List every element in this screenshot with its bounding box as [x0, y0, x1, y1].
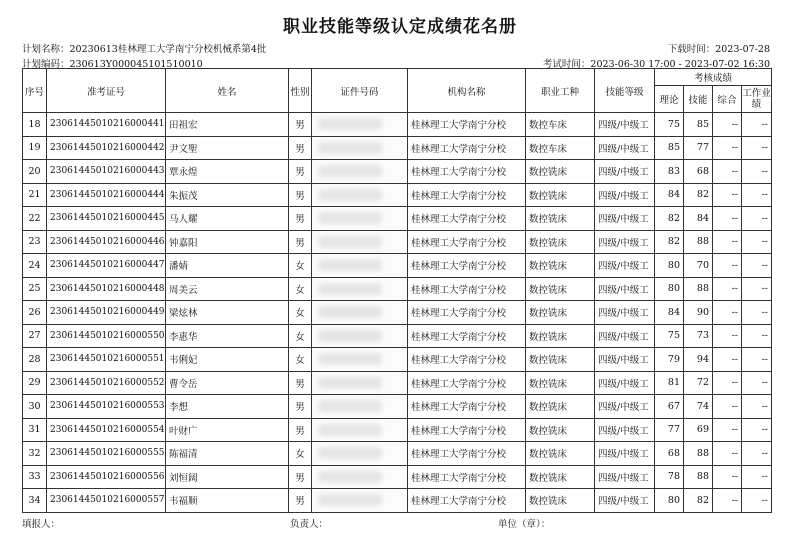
- cell-theory: 80: [655, 254, 684, 278]
- cell-org: 桂林理工大学南宁分校: [408, 324, 526, 348]
- cell-name: 叶财广: [166, 418, 289, 442]
- cell-org: 桂林理工大学南宁分校: [408, 371, 526, 395]
- cell-org: 桂林理工大学南宁分校: [408, 113, 526, 137]
- plan-name: 计划名称：20230613桂林理工大学南宁分校机械系第4批: [22, 44, 267, 55]
- redacted-id-cell: [312, 136, 408, 160]
- cell-overall: --: [713, 160, 742, 184]
- redaction-blur: [318, 236, 382, 248]
- cell-overall: --: [713, 324, 742, 348]
- redaction-blur: [318, 142, 382, 154]
- cell-level: 四级/中级工: [595, 136, 655, 160]
- cell-skill: 94: [684, 348, 713, 372]
- cell-name: 马人耀: [166, 207, 289, 231]
- cell-name: 刘恒阔: [166, 465, 289, 489]
- cell-name: 李想: [166, 395, 289, 419]
- col-gender: 性别: [289, 69, 312, 113]
- cell-level: 四级/中级工: [595, 348, 655, 372]
- cell-skill: 73: [684, 324, 713, 348]
- cell-theory: 78: [655, 465, 684, 489]
- cell-seq: 21: [23, 183, 47, 207]
- redaction-blur: [318, 283, 382, 295]
- redacted-id-cell: [312, 371, 408, 395]
- cell-level: 四级/中级工: [595, 395, 655, 419]
- cell-gender: 女: [289, 324, 312, 348]
- cell-exam-no: 23061445010216000552: [47, 371, 166, 395]
- cell-seq: 26: [23, 301, 47, 325]
- cell-overall: --: [713, 348, 742, 372]
- redacted-id-cell: [312, 324, 408, 348]
- cell-skill: 88: [684, 277, 713, 301]
- col-level: 技能等级: [595, 69, 655, 113]
- cell-overall: --: [713, 254, 742, 278]
- cell-org: 桂林理工大学南宁分校: [408, 348, 526, 372]
- cell-gender: 女: [289, 277, 312, 301]
- cell-theory: 75: [655, 113, 684, 137]
- cell-overall: --: [713, 418, 742, 442]
- redacted-id-cell: [312, 277, 408, 301]
- cell-job: 数控铣床: [526, 442, 595, 466]
- cell-job: 数控铣床: [526, 489, 595, 513]
- redaction-blur: [318, 118, 382, 130]
- redacted-id-cell: [312, 489, 408, 513]
- redaction-blur: [318, 306, 382, 318]
- redaction-blur: [318, 330, 382, 342]
- cell-exam-no: 23061445010216000555: [47, 442, 166, 466]
- cell-job: 数控铣床: [526, 395, 595, 419]
- cell-job: 数控铣床: [526, 183, 595, 207]
- cell-seq: 29: [23, 371, 47, 395]
- cell-skill: 69: [684, 418, 713, 442]
- cell-exam-no: 23061445010216000553: [47, 395, 166, 419]
- cell-work: --: [742, 301, 772, 325]
- cell-work: --: [742, 371, 772, 395]
- col-org: 机构名称: [408, 69, 526, 113]
- table-row: [23, 160, 772, 184]
- redaction-blur: [318, 377, 382, 389]
- cell-theory: 84: [655, 183, 684, 207]
- cell-skill: 70: [684, 254, 713, 278]
- cell-work: --: [742, 183, 772, 207]
- cell-seq: 20: [23, 160, 47, 184]
- cell-exam-no: 23061445010216000445: [47, 207, 166, 231]
- cell-theory: 82: [655, 230, 684, 254]
- table-row: [23, 207, 772, 231]
- table-row: [23, 442, 772, 466]
- cell-name: 周美云: [166, 277, 289, 301]
- cell-skill: 72: [684, 371, 713, 395]
- redacted-id-cell: [312, 160, 408, 184]
- cell-level: 四级/中级工: [595, 301, 655, 325]
- cell-overall: --: [713, 277, 742, 301]
- cell-exam-no: 23061445010216000449: [47, 301, 166, 325]
- cell-exam-no: 23061445010216000556: [47, 465, 166, 489]
- redacted-id-cell: [312, 230, 408, 254]
- cell-skill: 88: [684, 230, 713, 254]
- exam-time: 考试时间：2023-06-30 17:00 - 2023-07-02 16:30: [542, 59, 770, 70]
- cell-gender: 男: [289, 207, 312, 231]
- cell-exam-no: 23061445010216000447: [47, 254, 166, 278]
- cell-work: --: [742, 136, 772, 160]
- cell-exam-no: 23061445010216000550: [47, 324, 166, 348]
- cell-level: 四级/中级工: [595, 371, 655, 395]
- cell-skill: 82: [684, 489, 713, 513]
- cell-job: 数控铣床: [526, 160, 595, 184]
- cell-exam-no: 23061445010216000446: [47, 230, 166, 254]
- cell-work: --: [742, 395, 772, 419]
- cell-exam-no: 23061445010216000441: [47, 113, 166, 137]
- cell-work: --: [742, 207, 772, 231]
- cell-org: 桂林理工大学南宁分校: [408, 489, 526, 513]
- cell-work: --: [742, 230, 772, 254]
- cell-gender: 女: [289, 442, 312, 466]
- cell-seq: 23: [23, 230, 47, 254]
- score-table: [22, 68, 772, 513]
- cell-skill: 74: [684, 395, 713, 419]
- cell-theory: 81: [655, 371, 684, 395]
- cell-skill: 77: [684, 136, 713, 160]
- cell-job: 数控铣床: [526, 418, 595, 442]
- redaction-blur: [318, 212, 382, 224]
- redaction-blur: [318, 165, 382, 177]
- redaction-blur: [318, 424, 382, 436]
- cell-name: 尹文聖: [166, 136, 289, 160]
- table-row: [23, 230, 772, 254]
- cell-seq: 28: [23, 348, 47, 372]
- cell-exam-no: 23061445010216000557: [47, 489, 166, 513]
- redacted-id-cell: [312, 442, 408, 466]
- cell-overall: --: [713, 183, 742, 207]
- table-row: [23, 371, 772, 395]
- cell-gender: 男: [289, 160, 312, 184]
- cell-work: --: [742, 160, 772, 184]
- cell-name: 潘婧: [166, 254, 289, 278]
- footer-filler: 填报人：: [22, 519, 61, 530]
- cell-level: 四级/中级工: [595, 113, 655, 137]
- cell-work: --: [742, 418, 772, 442]
- table-row: [23, 136, 772, 160]
- redacted-id-cell: [312, 465, 408, 489]
- cell-name: 李惠华: [166, 324, 289, 348]
- table-row: [23, 113, 772, 137]
- cell-seq: 25: [23, 277, 47, 301]
- cell-org: 桂林理工大学南宁分校: [408, 465, 526, 489]
- table-row: [23, 277, 772, 301]
- cell-name: 覃永煌: [166, 160, 289, 184]
- col-job: 职业工种: [526, 69, 595, 113]
- cell-overall: --: [713, 489, 742, 513]
- cell-job: 数控铣床: [526, 324, 595, 348]
- cell-skill: 84: [684, 207, 713, 231]
- redaction-blur: [318, 189, 382, 201]
- cell-name: 韦俐妃: [166, 348, 289, 372]
- cell-skill: 88: [684, 465, 713, 489]
- cell-exam-no: 23061445010216000442: [47, 136, 166, 160]
- cell-job: 数控铣床: [526, 230, 595, 254]
- redacted-id-cell: [312, 418, 408, 442]
- cell-work: --: [742, 348, 772, 372]
- cell-exam-no: 23061445010216000443: [47, 160, 166, 184]
- redacted-id-cell: [312, 348, 408, 372]
- redaction-blur: [318, 259, 382, 271]
- cell-job: 数控铣床: [526, 465, 595, 489]
- plan-code: 计划编码：230613Y000045101510010: [22, 59, 203, 70]
- cell-name: 韦福顺: [166, 489, 289, 513]
- col-name: 姓名: [166, 69, 289, 113]
- cell-work: --: [742, 254, 772, 278]
- cell-gender: 女: [289, 301, 312, 325]
- col-id-no: 证件号码: [312, 69, 408, 113]
- download-time: 下载时间：2023-07-28: [667, 44, 770, 55]
- cell-seq: 24: [23, 254, 47, 278]
- cell-overall: --: [713, 230, 742, 254]
- cell-gender: 男: [289, 113, 312, 137]
- table-row: [23, 254, 772, 278]
- cell-exam-no: 23061445010216000551: [47, 348, 166, 372]
- cell-name: 梁炫林: [166, 301, 289, 325]
- redacted-id-cell: [312, 207, 408, 231]
- cell-job: 数控铣床: [526, 277, 595, 301]
- cell-gender: 男: [289, 489, 312, 513]
- cell-job: 数控铣床: [526, 207, 595, 231]
- cell-job: 数控车床: [526, 136, 595, 160]
- cell-gender: 男: [289, 418, 312, 442]
- table-row: [23, 489, 772, 513]
- table-row: [23, 301, 772, 325]
- cell-seq: 33: [23, 465, 47, 489]
- cell-name: 田祖宏: [166, 113, 289, 137]
- cell-theory: 85: [655, 136, 684, 160]
- cell-theory: 80: [655, 277, 684, 301]
- cell-overall: --: [713, 442, 742, 466]
- cell-name: 曹令岳: [166, 371, 289, 395]
- cell-exam-no: 23061445010216000444: [47, 183, 166, 207]
- col-exam-no: 准考证号: [47, 69, 166, 113]
- cell-org: 桂林理工大学南宁分校: [408, 230, 526, 254]
- cell-level: 四级/中级工: [595, 207, 655, 231]
- cell-seq: 32: [23, 442, 47, 466]
- cell-overall: --: [713, 113, 742, 137]
- cell-org: 桂林理工大学南宁分校: [408, 207, 526, 231]
- cell-theory: 83: [655, 160, 684, 184]
- table-row: [23, 395, 772, 419]
- cell-work: --: [742, 442, 772, 466]
- cell-seq: 27: [23, 324, 47, 348]
- cell-work: --: [742, 277, 772, 301]
- cell-name: 朱振茂: [166, 183, 289, 207]
- cell-exam-no: 23061445010216000448: [47, 277, 166, 301]
- cell-theory: 77: [655, 418, 684, 442]
- cell-skill: 85: [684, 113, 713, 137]
- cell-theory: 79: [655, 348, 684, 372]
- cell-theory: 84: [655, 301, 684, 325]
- cell-gender: 女: [289, 254, 312, 278]
- table-row: [23, 418, 772, 442]
- cell-job: 数控铣床: [526, 254, 595, 278]
- col-theory: 理论: [655, 86, 684, 113]
- cell-level: 四级/中级工: [595, 324, 655, 348]
- cell-work: --: [742, 489, 772, 513]
- cell-level: 四级/中级工: [595, 442, 655, 466]
- cell-seq: 30: [23, 395, 47, 419]
- cell-theory: 68: [655, 442, 684, 466]
- cell-theory: 80: [655, 489, 684, 513]
- col-seq: 序号: [23, 69, 47, 113]
- cell-org: 桂林理工大学南宁分校: [408, 277, 526, 301]
- redaction-blur: [318, 353, 382, 365]
- cell-level: 四级/中级工: [595, 183, 655, 207]
- cell-org: 桂林理工大学南宁分校: [408, 442, 526, 466]
- table-row: [23, 324, 772, 348]
- footer-unit: 单位（章）：: [498, 519, 551, 530]
- cell-work: --: [742, 465, 772, 489]
- cell-work: --: [742, 113, 772, 137]
- redaction-blur: [318, 471, 382, 483]
- redaction-blur: [318, 447, 382, 459]
- cell-exam-no: 23061445010216000554: [47, 418, 166, 442]
- cell-overall: --: [713, 207, 742, 231]
- cell-gender: 男: [289, 183, 312, 207]
- cell-overall: --: [713, 371, 742, 395]
- cell-level: 四级/中级工: [595, 254, 655, 278]
- cell-level: 四级/中级工: [595, 489, 655, 513]
- col-score-group: 考核成绩: [655, 69, 772, 86]
- cell-gender: 女: [289, 348, 312, 372]
- cell-overall: --: [713, 136, 742, 160]
- page-title: 职业技能等级认定成绩花名册: [283, 17, 517, 37]
- cell-skill: 90: [684, 301, 713, 325]
- cell-level: 四级/中级工: [595, 418, 655, 442]
- redacted-id-cell: [312, 395, 408, 419]
- cell-level: 四级/中级工: [595, 465, 655, 489]
- cell-work: --: [742, 324, 772, 348]
- footer-responsible: 负责人：: [290, 519, 329, 530]
- cell-job: 数控铣床: [526, 301, 595, 325]
- cell-skill: 82: [684, 183, 713, 207]
- cell-job: 数控铣床: [526, 371, 595, 395]
- col-overall: 综合: [713, 86, 742, 113]
- cell-gender: 男: [289, 371, 312, 395]
- cell-overall: --: [713, 301, 742, 325]
- cell-org: 桂林理工大学南宁分校: [408, 254, 526, 278]
- cell-seq: 18: [23, 113, 47, 137]
- cell-overall: --: [713, 395, 742, 419]
- cell-seq: 19: [23, 136, 47, 160]
- cell-job: 数控铣床: [526, 348, 595, 372]
- cell-skill: 68: [684, 160, 713, 184]
- table-row: [23, 348, 772, 372]
- cell-org: 桂林理工大学南宁分校: [408, 136, 526, 160]
- cell-name: 陈福清: [166, 442, 289, 466]
- cell-org: 桂林理工大学南宁分校: [408, 183, 526, 207]
- redaction-blur: [318, 400, 382, 412]
- cell-level: 四级/中级工: [595, 160, 655, 184]
- redacted-id-cell: [312, 254, 408, 278]
- redaction-blur: [318, 494, 382, 506]
- redacted-id-cell: [312, 183, 408, 207]
- cell-seq: 22: [23, 207, 47, 231]
- cell-gender: 男: [289, 230, 312, 254]
- cell-theory: 75: [655, 324, 684, 348]
- table-row: [23, 183, 772, 207]
- cell-org: 桂林理工大学南宁分校: [408, 301, 526, 325]
- table-row: [23, 465, 772, 489]
- redacted-id-cell: [312, 301, 408, 325]
- cell-org: 桂林理工大学南宁分校: [408, 395, 526, 419]
- cell-name: 钟嘉阳: [166, 230, 289, 254]
- redacted-id-cell: [312, 113, 408, 137]
- cell-level: 四级/中级工: [595, 230, 655, 254]
- cell-overall: --: [713, 465, 742, 489]
- cell-seq: 34: [23, 489, 47, 513]
- cell-seq: 31: [23, 418, 47, 442]
- cell-level: 四级/中级工: [595, 277, 655, 301]
- cell-org: 桂林理工大学南宁分校: [408, 418, 526, 442]
- cell-skill: 88: [684, 442, 713, 466]
- cell-gender: 男: [289, 395, 312, 419]
- col-work: 工作业绩: [742, 86, 772, 113]
- cell-gender: 男: [289, 465, 312, 489]
- col-skill: 技能: [684, 86, 713, 113]
- cell-job: 数控车床: [526, 113, 595, 137]
- cell-org: 桂林理工大学南宁分校: [408, 160, 526, 184]
- cell-theory: 67: [655, 395, 684, 419]
- cell-gender: 男: [289, 136, 312, 160]
- cell-theory: 82: [655, 207, 684, 231]
